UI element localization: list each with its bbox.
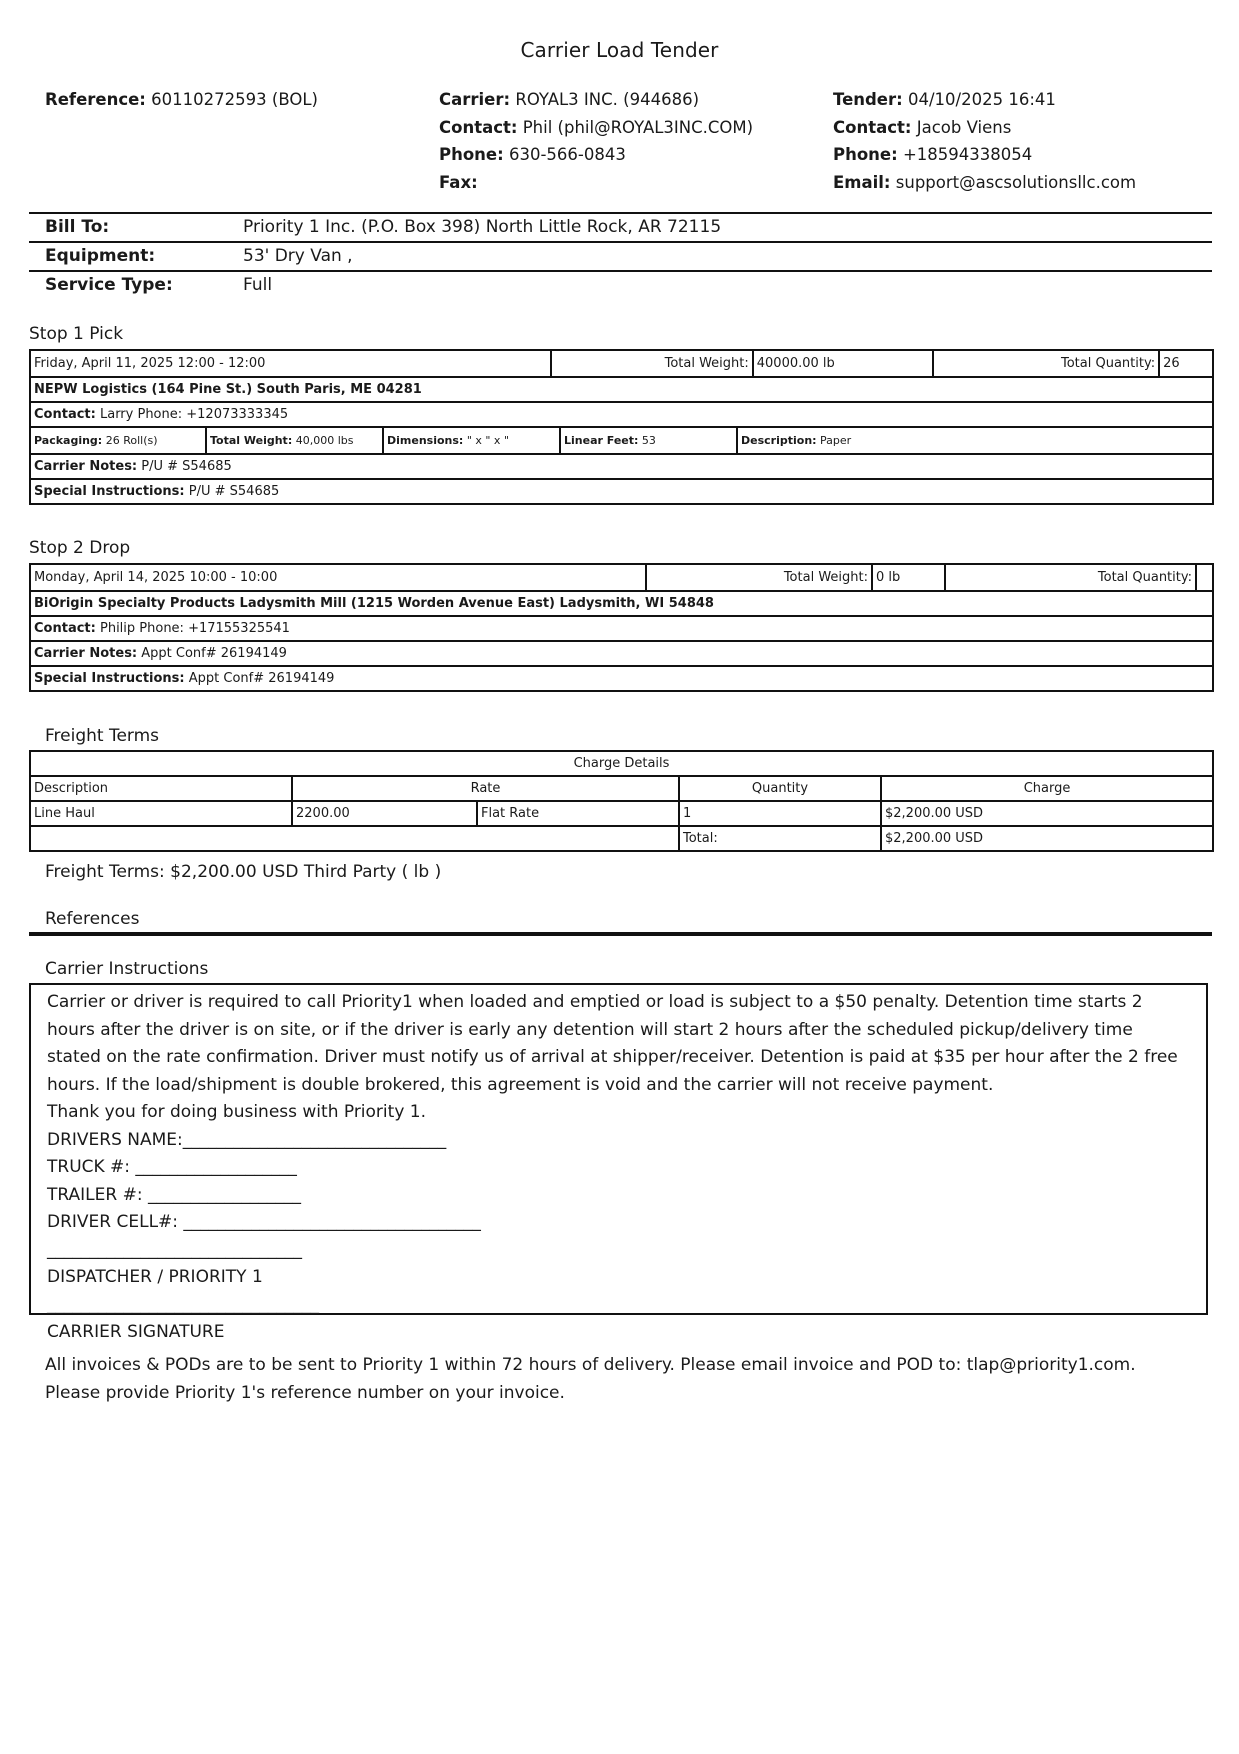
stop1-contact-row (30, 402, 1213, 427)
stop1-total-weight-label: Total Weight: (664, 356, 749, 371)
charge-details-table (29, 750, 1214, 852)
trailer-line: TRAILER #: __________________ (47, 1184, 301, 1205)
stop2-special-row (30, 666, 1213, 691)
stop2-table (29, 563, 1214, 692)
charge-details-title: Charge Details (30, 751, 1213, 776)
stop1-packaging-label: Packaging: (34, 434, 103, 447)
stop1-carrier-notes-label: Carrier Notes: (34, 459, 138, 474)
stop1-item-weight-label: Total Weight: (210, 434, 293, 447)
stop2-contact-label: Contact: (34, 621, 96, 636)
total-value: $2,200.00 USD (881, 826, 1213, 851)
stop2-total-weight-value: 0 lb (876, 570, 901, 585)
freight-heading: Freight Terms (45, 726, 160, 746)
carrier-signature-line: ________________________________ (47, 1294, 319, 1315)
carrier-value: ROYAL3 INC. (944686) (515, 90, 700, 109)
dispatcher-label: DISPATCHER / PRIORITY 1 (47, 1267, 263, 1287)
instructions-thanks: Thank you for doing business with Priority 1. (47, 1102, 426, 1122)
carrier-phone-label: Phone: (439, 145, 504, 164)
stop1-total-quantity-label: Total Quantity: (1060, 356, 1156, 371)
instructions-paragraph: Carrier or driver is required to call Priority1 when loaded and emptied or load is subject to a $50 penalty. Detention time starts 2 hours after the driver is on site, or if the driver is early any detention will start 2 hours after the scheduled pickup/delivery time stated on the rate confirmation. Driver must notify us of arrival at shipper/receiver. Detention is paid at $35 per hour after the 2 free hours. If the load/shipment is double brokered, this agreement is void and the carrier will not receive payment. (47, 992, 1178, 1095)
carrier-block (439, 86, 753, 196)
tender-label: Tender: (833, 90, 903, 109)
col-description: Description (30, 776, 292, 801)
stop2-carrier-notes-label: Carrier Notes: (34, 646, 138, 661)
stop1-special-value: P/U # S54685 (188, 484, 280, 499)
stop1-description-label: Description: (741, 434, 817, 447)
stop2-contact-row (30, 616, 1213, 641)
stop1-dimensions-label: Dimensions: (387, 434, 464, 447)
equipment-row (29, 241, 1212, 270)
stop1-datetime: Friday, April 11, 2025 12:00 - 12:00 (34, 356, 266, 371)
bill-to-label: Bill To: (45, 217, 110, 237)
references-heading: References (45, 909, 140, 929)
stop1-total-quantity-value: 26 (1163, 356, 1180, 371)
stop1-item-weight-value: 40,000 lbs (295, 434, 354, 447)
stop2-contact-value: Philip Phone: +17155325541 (99, 621, 290, 636)
row-rate: 2200.00 (292, 801, 477, 826)
tender-contact-value: Jacob Viens (916, 117, 1012, 137)
col-quantity: Quantity (679, 776, 881, 801)
row-description: Line Haul (30, 801, 292, 826)
instructions-heading: Carrier Instructions (45, 959, 209, 979)
stop2-special-label: Special Instructions: (34, 671, 185, 686)
stop1-carrier-notes-row (30, 454, 1213, 479)
total-label: Total: (679, 826, 881, 851)
stop2-total-weight-label: Total Weight: (783, 570, 868, 585)
summary-block (29, 212, 1212, 299)
total-spacer (30, 826, 679, 851)
service-type-row (29, 270, 1212, 299)
stop2-special-value: Appt Conf# 26194149 (188, 671, 335, 686)
stop1-special-row (30, 479, 1213, 504)
stop1-carrier-notes-value: P/U # S54685 (141, 459, 232, 474)
reference-block (45, 86, 318, 114)
carrier-contact-value: Phil (phil@ROYAL3INC.COM) (522, 117, 754, 137)
reference-label: Reference: (45, 90, 146, 109)
stop2-total-quantity-label: Total Quantity: (1097, 570, 1192, 585)
stop2-heading: Stop 2 Drop (29, 538, 131, 558)
stop1-special-label: Special Instructions: (34, 484, 185, 499)
stop1-linear-feet-label: Linear Feet: (564, 434, 639, 447)
references-divider (29, 932, 1212, 936)
stop1-linear-feet-value: 53 (641, 434, 656, 447)
tender-contact-label: Contact: (833, 117, 912, 137)
tender-email-value: support@ascsolutionsllc.com (895, 172, 1137, 192)
reference-value: 60110272593 (BOL) (151, 90, 318, 109)
stop2-carrier-notes-value: Appt Conf# 26194149 (141, 646, 287, 661)
stop2-location: BiOrigin Specialty Products Ladysmith Mill (1215 Worden Avenue East) Ladysmith, WI 54848 (30, 591, 1213, 616)
table-row (30, 801, 1213, 826)
drivers-name-line: DRIVERS NAME:_______________________________ (47, 1129, 447, 1150)
stop2-datetime: Monday, April 14, 2025 10:00 - 10:00 (34, 570, 278, 585)
row-charge: $2,200.00 USD (881, 801, 1213, 826)
carrier-label: Carrier: (439, 90, 511, 109)
tender-value: 04/10/2025 16:41 (908, 90, 1056, 109)
driver-cell-line: DRIVER CELL#: ___________________________________ (47, 1212, 481, 1232)
equipment-value: 53' Dry Van , (243, 246, 353, 266)
carrier-signature-label: CARRIER SIGNATURE (47, 1322, 225, 1342)
stop1-contact-value: Larry Phone: +12073333345 (99, 407, 289, 422)
carrier-instructions-box (29, 983, 1208, 1342)
tender-phone-value: +18594338054 (902, 145, 1033, 164)
invoice-note: All invoices & PODs are to be sent to Priority 1 within 72 hours of delivery. Please email invoice and POD to: tlap@priority1.com. Please provide Priority 1's reference number on your invoice. (45, 1355, 1136, 1403)
service-type-value: Full (243, 275, 273, 295)
bill-to-value: Priority 1 Inc. (P.O. Box 398) North Little Rock, AR 72115 (243, 217, 722, 237)
stop2-carrier-notes-row (30, 641, 1213, 666)
stop1-packaging-value: 26 Roll(s) (105, 434, 158, 447)
row-rate-type: Flat Rate (477, 801, 679, 826)
carrier-phone-value: 630-566-0843 (508, 145, 626, 164)
service-type-label: Service Type: (45, 275, 173, 295)
carrier-contact-label: Contact: (439, 117, 518, 137)
page-title: Carrier Load Tender (520, 38, 719, 62)
stop1-total-weight-value: 40000.00 lb (756, 356, 835, 371)
dispatcher-signature-line: ______________________________ (47, 1239, 302, 1260)
freight-terms-line: Freight Terms: $2,200.00 USD Third Party ( lb ) (45, 862, 442, 882)
stop1-dimensions-value: " x " x " (466, 434, 509, 447)
stop1-contact-label: Contact: (34, 407, 96, 422)
tender-phone-label: Phone: (833, 145, 898, 164)
stop1-heading: Stop 1 Pick (29, 324, 124, 344)
col-charge: Charge (881, 776, 1213, 801)
carrier-fax-label: Fax: (439, 172, 478, 192)
stop1-location: NEPW Logistics (164 Pine St.) South Paris, ME 04281 (30, 377, 1213, 402)
equipment-label: Equipment: (45, 246, 156, 266)
row-quantity: 1 (679, 801, 881, 826)
tender-email-label: Email: (833, 172, 891, 192)
truck-line: TRUCK #: ___________________ (47, 1157, 297, 1177)
stop1-description-value: Paper (820, 434, 852, 447)
col-rate: Rate (292, 776, 679, 801)
bill-to-row (29, 212, 1212, 241)
tender-block (833, 86, 1136, 196)
stop1-table (29, 349, 1214, 505)
